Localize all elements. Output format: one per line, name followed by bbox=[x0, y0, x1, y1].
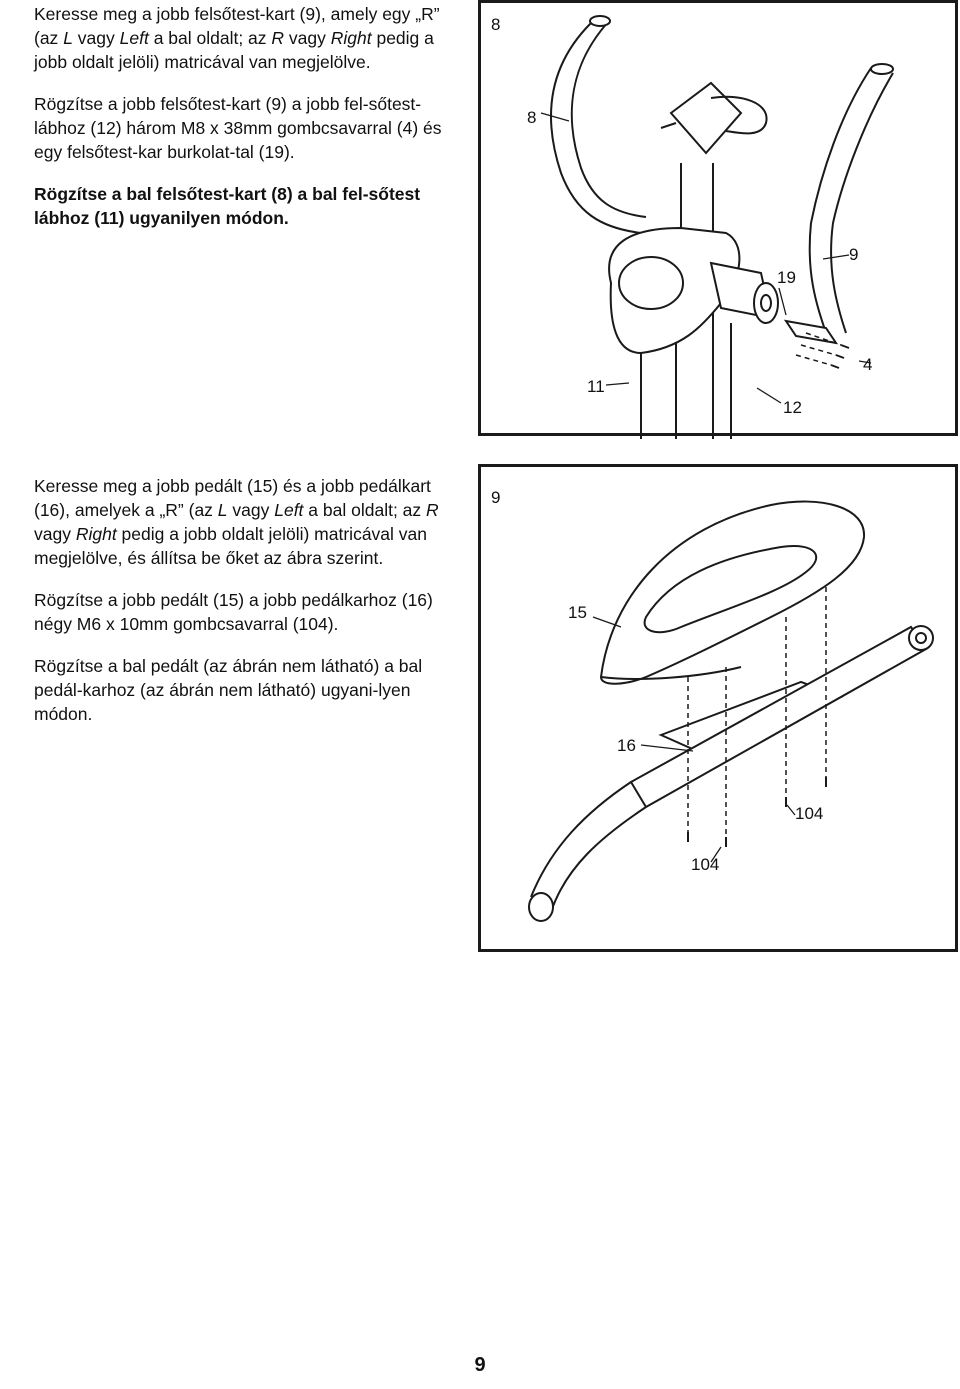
tube-end bbox=[871, 64, 893, 74]
step-8-instruction-3: Rögzítse a bal felsőtest-kart (8) a bal fel-sőtest lábhoz (11) ugyanilyen módon. bbox=[34, 184, 421, 228]
figure-9 bbox=[478, 464, 958, 952]
callout-104: 104 bbox=[691, 855, 720, 874]
left-arm-outline bbox=[551, 23, 641, 233]
step-8-text bbox=[6, 2, 451, 230]
arm-cover bbox=[786, 321, 836, 343]
leader-12 bbox=[757, 388, 781, 403]
right-arm-outline bbox=[831, 73, 893, 333]
text: pedig a jobb oldalt jelöli) matricával van megjelölve, és állítsa be őket az ábra szerint. bbox=[34, 524, 427, 568]
text: Right bbox=[75, 524, 117, 544]
text: vagy bbox=[284, 28, 331, 48]
leader-19 bbox=[779, 288, 786, 315]
text: vagy bbox=[72, 28, 120, 48]
left-arm-outline bbox=[572, 21, 646, 217]
callout-11: 11 bbox=[587, 377, 605, 396]
step-9-instruction-1 bbox=[6, 474, 451, 570]
text: L bbox=[63, 28, 73, 48]
text: Right bbox=[330, 28, 372, 48]
callout-8: 8 bbox=[527, 108, 537, 127]
pedal-shell bbox=[601, 502, 864, 684]
pivot-bore bbox=[916, 633, 926, 643]
text: L bbox=[217, 500, 228, 520]
right-arm-outline bbox=[810, 68, 871, 333]
step-9-instruction-3: Rögzítse a bal pedált (az ábrán nem látható) a bal pedál-karhoz (az ábrán nem látható) ugyani-lyen módon. bbox=[34, 656, 423, 724]
text: Left bbox=[274, 500, 304, 520]
step-9-text bbox=[6, 474, 451, 726]
text: a bal oldalt; az bbox=[148, 28, 272, 48]
axle-bore bbox=[761, 295, 771, 311]
figure-step-label: 8 bbox=[491, 15, 501, 34]
figure-step-label: 9 bbox=[491, 488, 501, 507]
leader-104 bbox=[787, 805, 795, 815]
step-9-instruction-2: Rögzítse a jobb pedált (15) a jobb pedálkarhoz (16) négy M6 x 10mm gombcsavarral (104). bbox=[34, 590, 433, 634]
leader-9 bbox=[823, 255, 849, 259]
callout-4: 4 bbox=[863, 355, 873, 374]
leader-8 bbox=[541, 113, 569, 121]
wire bbox=[661, 123, 676, 128]
text: Left bbox=[119, 28, 149, 48]
text: R bbox=[426, 500, 439, 520]
figure-9-illustration bbox=[481, 467, 960, 955]
hub-opening bbox=[619, 257, 683, 309]
figure-8 bbox=[478, 0, 958, 436]
figure-8-illustration bbox=[481, 3, 960, 439]
text: vagy bbox=[34, 524, 76, 544]
step-8-instruction-2: Rögzítse a jobb felsőtest-kart (9) a jobb fel-sőtest-lábhoz (12) három M8 x 38mm gombcsavarral (4) és egy felsőtest-kar burkolat-tal (19). bbox=[34, 94, 442, 162]
text: a bal oldalt; az bbox=[303, 500, 427, 520]
tube-end bbox=[590, 16, 610, 26]
pedal-arm-curve bbox=[531, 782, 646, 912]
text: Keresse meg a jobb felsőtest-kart (9), amely egy „R” (az bbox=[34, 4, 440, 48]
bolts bbox=[831, 345, 849, 368]
callout-15: 15 bbox=[568, 603, 587, 622]
step-8-instruction-1 bbox=[6, 2, 451, 74]
leader-11 bbox=[606, 383, 629, 385]
text: vagy bbox=[227, 500, 275, 520]
step-number bbox=[6, 474, 34, 498]
callout-12: 12 bbox=[783, 398, 802, 417]
text: pedig a jobb oldalt jelöli) matricával van megjelölve. bbox=[34, 28, 434, 72]
step-number bbox=[6, 2, 34, 26]
callout-9: 9 bbox=[849, 245, 859, 264]
arm-end bbox=[529, 893, 553, 921]
console-bracket bbox=[671, 83, 741, 153]
callout-16: 16 bbox=[617, 736, 636, 755]
text: R bbox=[271, 28, 285, 48]
callout-19: 19 bbox=[777, 268, 796, 287]
text: Keresse meg a jobb pedált (15) és a jobb pedálkart (16), amelyek a „R” (az bbox=[34, 476, 431, 520]
page-number: 9 bbox=[474, 1354, 486, 1376]
callout-104: 104 bbox=[795, 804, 824, 823]
